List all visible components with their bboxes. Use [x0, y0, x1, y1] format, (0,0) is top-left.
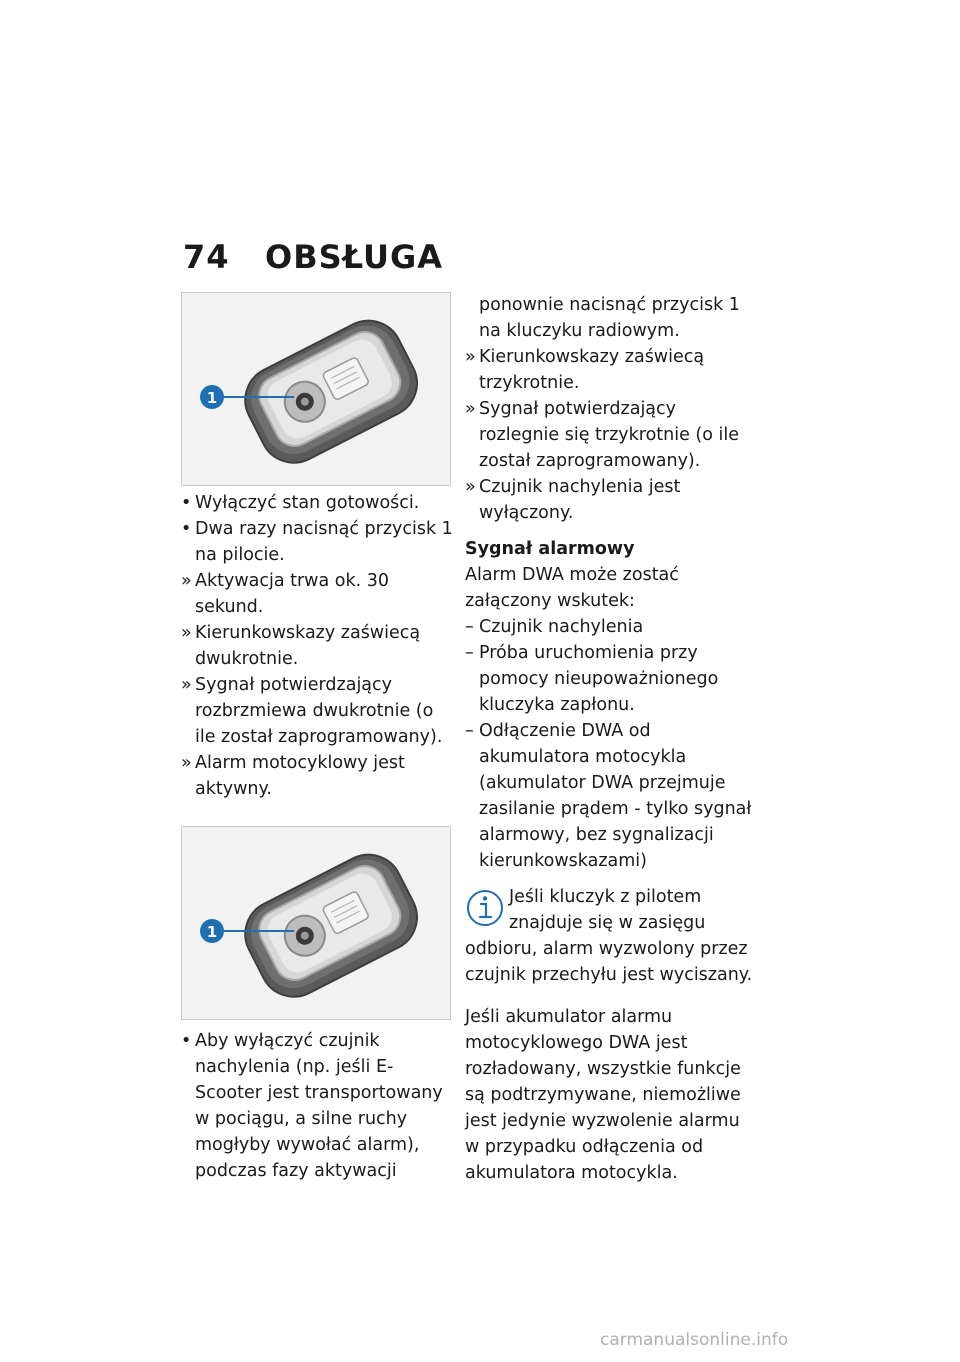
info-icon: [465, 884, 507, 930]
section-paragraph: Jeśli akumulator alarmu motocyklowego DWA jest rozładowany, wszystkie funkcje są podtrzymywane, niemożliwe jest jedynie wyzwolenie alarmu w przypadku odłączenia od akumulatora motocykla.: [465, 1007, 741, 1183]
list-item: • Wyłączyć stan gotowości.: [181, 493, 420, 513]
list-item: • Aby wyłączyć czujnik nachylenia (np. jeśli E-Scooter jest transportowany w pociągu, a silne ruchy mogłyby wywołać alarm), podczas fazy aktywacji: [181, 1031, 443, 1181]
list-item-continuation: ponownie nacisnąć przycisk 1 na kluczyku radiowym.: [479, 295, 740, 341]
key-fob-illustration-1: [181, 292, 451, 486]
key-fob-illustration-2: [181, 826, 451, 1020]
page-number: 74: [183, 238, 230, 276]
list-item: » Sygnał potwierdzający rozlegnie się trzykrotnie (o ile został zaprogramowany).: [465, 399, 740, 471]
section-intro: Alarm DWA może zostać załączony wskutek:: [465, 565, 679, 611]
list-item: » Alarm motocyklowy jest aktywny.: [181, 753, 405, 799]
watermark: carmanualsonline.info: [600, 1330, 789, 1350]
list-item: – Próba uruchomienia przy pomocy nieupoważnionego kluczyka zapłonu.: [465, 643, 719, 715]
info-note-text: Jeśli kluczyk z pilotem znajduje się w zasięgu odbioru, alarm wyzwolony przez czujnik przechyłu jest wyciszany.: [465, 887, 753, 985]
section-heading: Sygnał alarmowy: [465, 539, 635, 559]
alarm-causes-list: [465, 614, 755, 874]
list-item: » Kierunkowskazy zaświecą trzykrotnie.: [465, 347, 705, 393]
page-header: [183, 238, 443, 276]
info-note: [465, 884, 755, 988]
instruction-list-1: [181, 490, 453, 802]
list-item: » Sygnał potwierdzający rozbrzmiewa dwukrotnie (o ile został zaprogramowany).: [181, 675, 443, 747]
instruction-list-2: [181, 1028, 453, 1184]
list-item: • Dwa razy nacisnąć przycisk 1 na pilocie.: [181, 519, 453, 565]
list-item: – Czujnik nachylenia: [465, 617, 644, 637]
page-title: OBSŁUGA: [265, 238, 444, 276]
key-fob-drawing: [182, 827, 450, 1019]
instruction-list-3: [465, 292, 755, 526]
list-item: – Odłączenie DWA od akumulatora motocykla (akumulator DWA przejmuje zasilanie prądem - tylko sygnał alarmowy, bez sygnalizacji kierunkowskazami): [465, 721, 752, 871]
key-fob-drawing: [182, 293, 450, 485]
list-item: » Aktywacja trwa ok. 30 sekund.: [181, 571, 390, 617]
list-item: » Czujnik nachylenia jest wyłączony.: [465, 477, 681, 523]
right-column: [465, 292, 755, 1186]
left-column: [181, 292, 453, 1184]
callout-number: 1: [206, 389, 218, 407]
callout-number: 1: [206, 923, 218, 941]
list-item: » Kierunkowskazy zaświecą dwukrotnie.: [181, 623, 421, 669]
